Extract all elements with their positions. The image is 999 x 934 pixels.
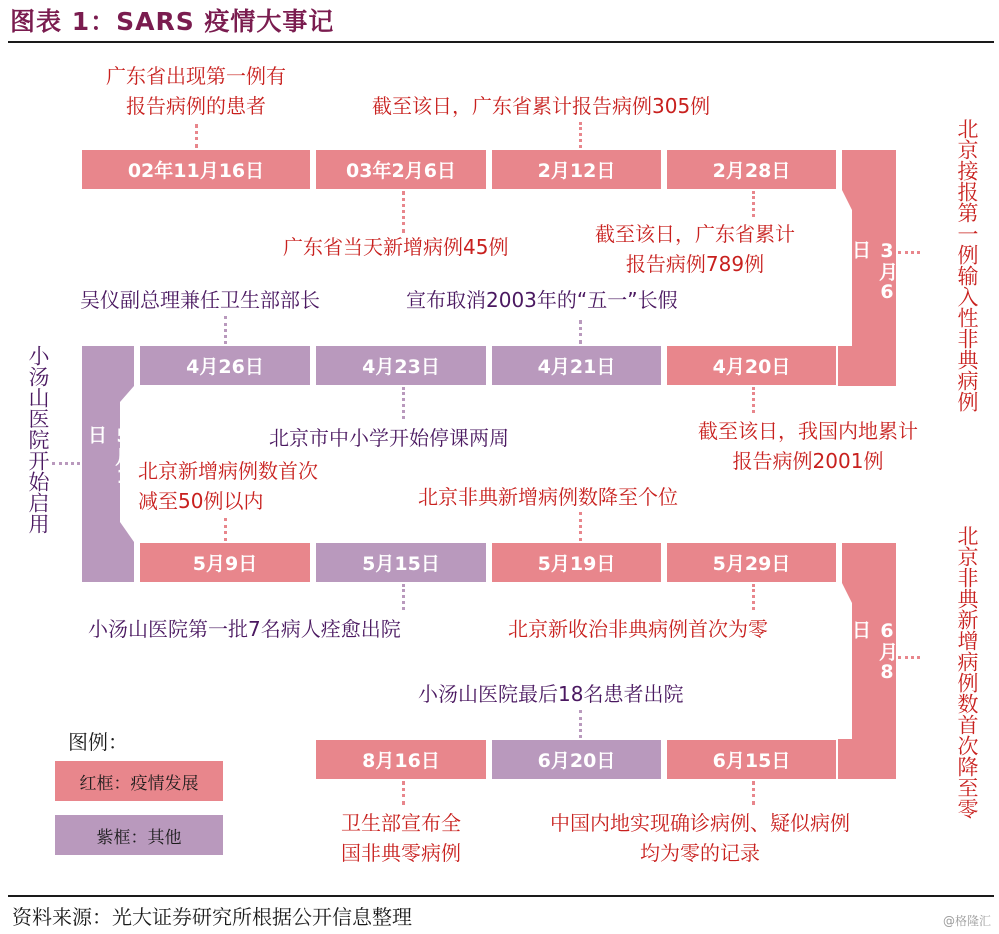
dotted-connector [224, 518, 227, 541]
event-text: 北京接报第一例输入性非典病例 [955, 118, 979, 412]
date-box: 5月15日 [316, 543, 486, 582]
dotted-connector [898, 656, 920, 659]
date-box: 5月9日 [140, 543, 310, 582]
event-text: 截至该日，我国内地累计 报告病例2001例 [698, 419, 918, 473]
source-note: 资料来源：光大证券研究所根据公开信息整理 [12, 905, 412, 929]
event-text: 北京非典新增病例数首次降至零 [955, 525, 979, 819]
date-box-vertical: 5月1日 [85, 425, 134, 488]
event-text: 吴仪副总理兼任卫生部部长 [80, 288, 320, 312]
event-text: 广东省出现第一例有 报告病例的患者 [106, 64, 286, 118]
date-box: 2月12日 [492, 150, 661, 189]
dotted-connector [579, 512, 582, 541]
event-text: 北京新收治非典病例首次为零 [508, 617, 768, 641]
event-text: 卫生部宣布全 国非典零病例 [341, 811, 461, 865]
event-text: 北京非典新增病例数降至个位 [418, 485, 678, 509]
date-box: 6月15日 [667, 740, 836, 779]
date-box: 6月20日 [492, 740, 661, 779]
date-box: 2月28日 [667, 150, 836, 189]
date-box: 5月29日 [667, 543, 836, 582]
dotted-connector [898, 251, 920, 254]
event-text: 北京新增病例数首次 减至50例以内 [138, 459, 318, 513]
date-box: 03年2月6日 [316, 150, 486, 189]
dotted-connector [579, 710, 582, 738]
date-box: 4月26日 [140, 346, 310, 385]
event-text: 截至该日，广东省累计 报告病例789例 [595, 222, 795, 276]
event-text: 小汤山医院开始启用 [26, 345, 50, 534]
date-box: 4月21日 [492, 346, 661, 385]
dotted-connector [579, 320, 582, 344]
event-text: 宣布取消2003年的“五一”长假 [406, 288, 678, 312]
event-text: 小汤山医院第一批7名病人痊愈出院 [88, 617, 401, 641]
legend-title: 图例： [68, 730, 128, 754]
dotted-connector [579, 122, 582, 148]
legend-purple: 紫框：其他 [55, 815, 223, 855]
dotted-connector [402, 584, 405, 610]
dotted-connector [402, 191, 405, 233]
date-box: 4月20日 [667, 346, 836, 385]
dotted-connector [402, 387, 405, 419]
event-text: 北京市中小学开始停课两周 [269, 426, 509, 450]
event-text: 广东省当天新增病例45例 [283, 235, 509, 259]
dotted-connector [224, 316, 227, 344]
date-box-vertical: 3月6日 [849, 240, 898, 303]
dotted-connector [752, 191, 755, 217]
footer-divider [8, 895, 994, 897]
watermark: @格隆汇 [942, 914, 991, 928]
title-divider [8, 41, 994, 43]
dotted-connector [752, 387, 755, 413]
dotted-connector [195, 124, 198, 148]
page-title: 图表 1：SARS 疫情大事记 [10, 7, 335, 36]
event-text: 截至该日，广东省累计报告病例305例 [372, 94, 711, 118]
date-box-vertical: 6月8日 [849, 620, 898, 683]
event-text: 中国内地实现确诊病例、疑似病例 均为零的记录 [550, 811, 850, 865]
dotted-connector [52, 462, 80, 465]
dotted-connector [402, 781, 405, 805]
date-box: 5月19日 [492, 543, 661, 582]
legend-red: 红框：疫情发展 [55, 761, 223, 801]
dotted-connector [752, 781, 755, 805]
date-box: 8月16日 [316, 740, 486, 779]
dotted-connector [752, 584, 755, 610]
event-text: 小汤山医院最后18名患者出院 [418, 682, 684, 706]
date-box: 4月23日 [316, 346, 486, 385]
date-box: 02年11月16日 [82, 150, 310, 189]
